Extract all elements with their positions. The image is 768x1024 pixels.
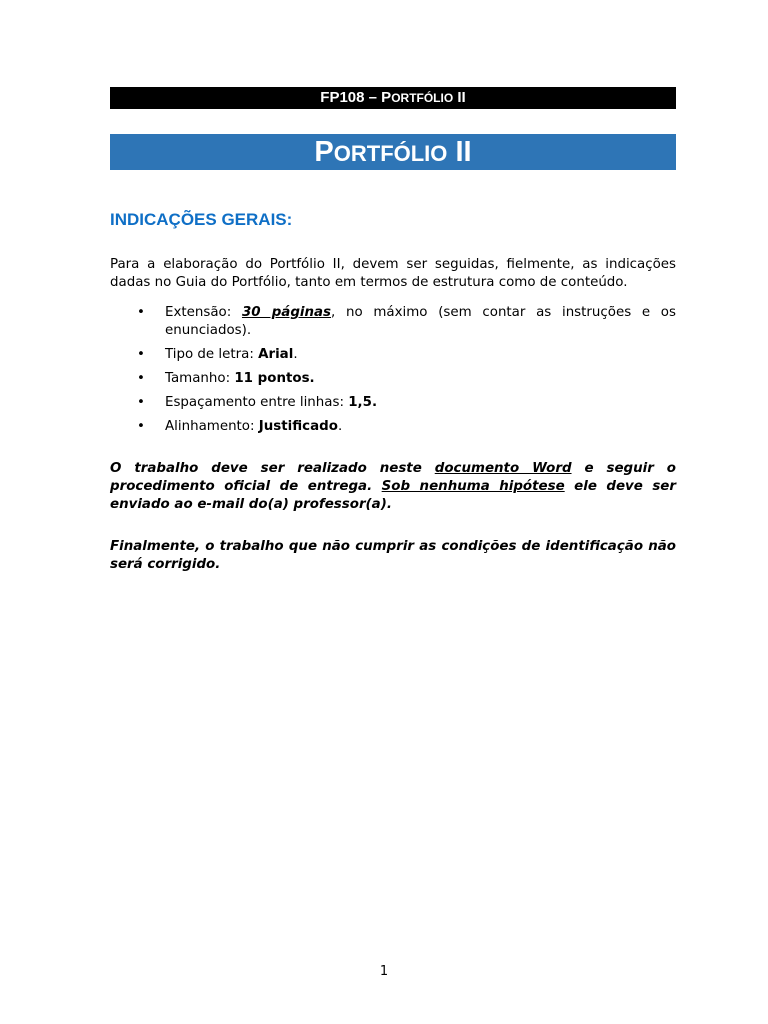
list-item-font	[110, 346, 676, 364]
bullet-icon: •	[137, 419, 145, 434]
list-item-label: Tipo de letra:	[165, 347, 259, 362]
list-item-label: Espaçamento entre linhas:	[165, 395, 349, 410]
bullet-icon: •	[137, 371, 145, 386]
requirements-list	[110, 304, 676, 442]
submission-note	[110, 460, 676, 514]
page-number: 1	[379, 964, 389, 979]
note-text-1: O trabalho deve ser realizado neste	[110, 461, 435, 476]
list-item-extension	[110, 304, 676, 340]
list-item-label: Extensão:	[165, 305, 242, 320]
list-item-spacing	[110, 394, 676, 412]
course-code-suffix: II	[453, 89, 466, 106]
course-code-header	[110, 87, 676, 109]
list-item-value: 30 páginas	[241, 305, 332, 320]
list-item-alignment	[110, 418, 676, 436]
bullet-icon: •	[137, 347, 145, 362]
list-item-suffix: , no máximo (sem contar as instruções e os enunciados).	[165, 305, 676, 338]
final-note: Finalmente, o trabalho que não cumprir as condições de identificação não será corrigido.	[110, 539, 676, 572]
bullet-icon: •	[137, 305, 145, 320]
list-item-label: Alinhamento:	[165, 419, 259, 434]
note-text-3: ele deve ser enviado ao e-mail do(a) professor(a).	[110, 479, 676, 512]
note-text-2: e seguir o procedimento oficial de entrega.	[110, 461, 676, 494]
list-item-value: Justificado	[258, 419, 338, 434]
list-item-size	[110, 370, 676, 388]
list-item-value: 11 pontos.	[234, 371, 315, 386]
intro-paragraph: Para a elaboração do Portfólio II, devem ser seguidas, fielmente, as indicações dadas no Guia do Portfólio, tanto em termos de estrutura como de conteúdo.	[110, 257, 676, 290]
title-first-letter: P	[314, 136, 334, 168]
section-heading: INDICAÇÕES GERAIS:	[110, 210, 293, 229]
course-code-prefix: FP108 – P	[320, 89, 392, 106]
title-smallcaps: ORTFÓLIO	[333, 141, 448, 166]
bullet-icon: •	[137, 395, 145, 410]
list-item-value: 1,5.	[348, 395, 378, 410]
list-item-suffix: .	[337, 419, 343, 434]
course-code-smallcaps: ORTFÓLIO	[391, 91, 454, 105]
title-suffix: II	[447, 136, 472, 168]
note-word-document: documento Word	[434, 461, 572, 476]
list-item-suffix: .	[293, 347, 298, 362]
note-no-exception: Sob nenhuma hipótese	[381, 479, 565, 494]
document-title	[110, 134, 676, 170]
list-item-label: Tamanho:	[165, 371, 235, 386]
list-item-value: Arial	[258, 347, 294, 362]
